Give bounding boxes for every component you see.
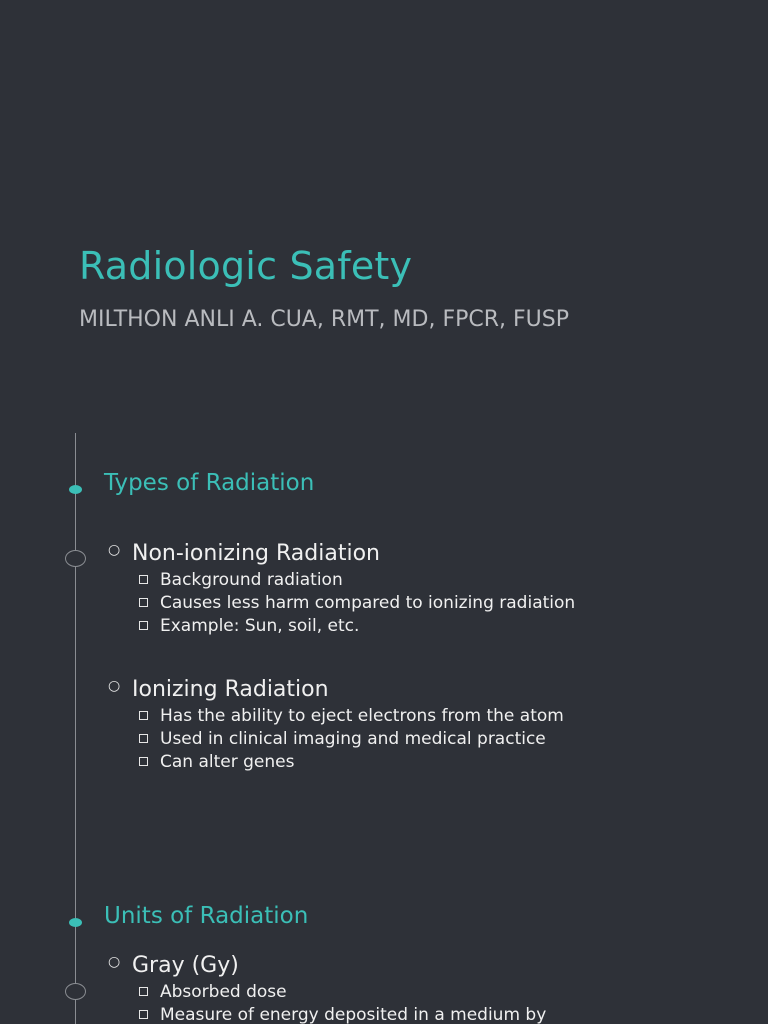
circle-bullet-icon: ○ [108, 678, 121, 694]
timeline-dot-filled [69, 485, 82, 494]
sub-list-item [139, 706, 564, 726]
circle-bullet-icon: ○ [108, 954, 121, 970]
timeline-dot-open [65, 550, 86, 567]
sub-list-item [139, 570, 343, 590]
list-item-label: Non-ionizing Radiation [132, 541, 380, 566]
square-bullet-icon [139, 734, 148, 743]
section-title-types: Types of Radiation [104, 470, 315, 496]
square-bullet-icon [139, 621, 148, 630]
sub-list-item-label: Absorbed dose [160, 982, 287, 1002]
list-item-label: Gray (Gy) [132, 953, 239, 978]
sub-list-item-label: Causes less harm compared to ionizing radiation [160, 593, 576, 613]
author-subtitle: MILTHON ANLI A. CUA, RMT, MD, FPCR, FUSP [79, 307, 569, 332]
timeline-dot-filled [69, 918, 82, 927]
list-item [108, 953, 239, 978]
square-bullet-icon [139, 1010, 148, 1019]
sub-list-item-label: Used in clinical imaging and medical practice [160, 729, 546, 749]
section-title-units: Units of Radiation [104, 903, 309, 929]
timeline-line [75, 433, 76, 1024]
sub-list-item [139, 752, 294, 772]
square-bullet-icon [139, 711, 148, 720]
sub-list-item [139, 616, 359, 636]
sub-list-item-label: Measure of energy deposited in a medium by [160, 1005, 547, 1024]
square-bullet-icon [139, 987, 148, 996]
sub-list-item-label: Example: Sun, soil, etc. [160, 616, 360, 636]
square-bullet-icon [139, 598, 148, 607]
sub-list-item [139, 729, 546, 749]
timeline-dot-open [65, 983, 86, 1000]
sub-list-item-label: Background radiation [160, 570, 343, 590]
list-item-label: Ionizing Radiation [132, 677, 329, 702]
sub-list-item-label: Can alter genes [160, 752, 295, 772]
sub-list-item [139, 593, 575, 613]
square-bullet-icon [139, 575, 148, 584]
circle-bullet-icon: ○ [108, 542, 121, 558]
sub-list-item-label: Has the ability to eject electrons from the atom [160, 706, 564, 726]
sub-list-item [139, 982, 287, 1002]
square-bullet-icon [139, 757, 148, 766]
page-title: Radiologic Safety [79, 244, 413, 288]
sub-list-item [139, 1005, 546, 1024]
list-item [108, 677, 329, 702]
list-item [108, 541, 380, 566]
